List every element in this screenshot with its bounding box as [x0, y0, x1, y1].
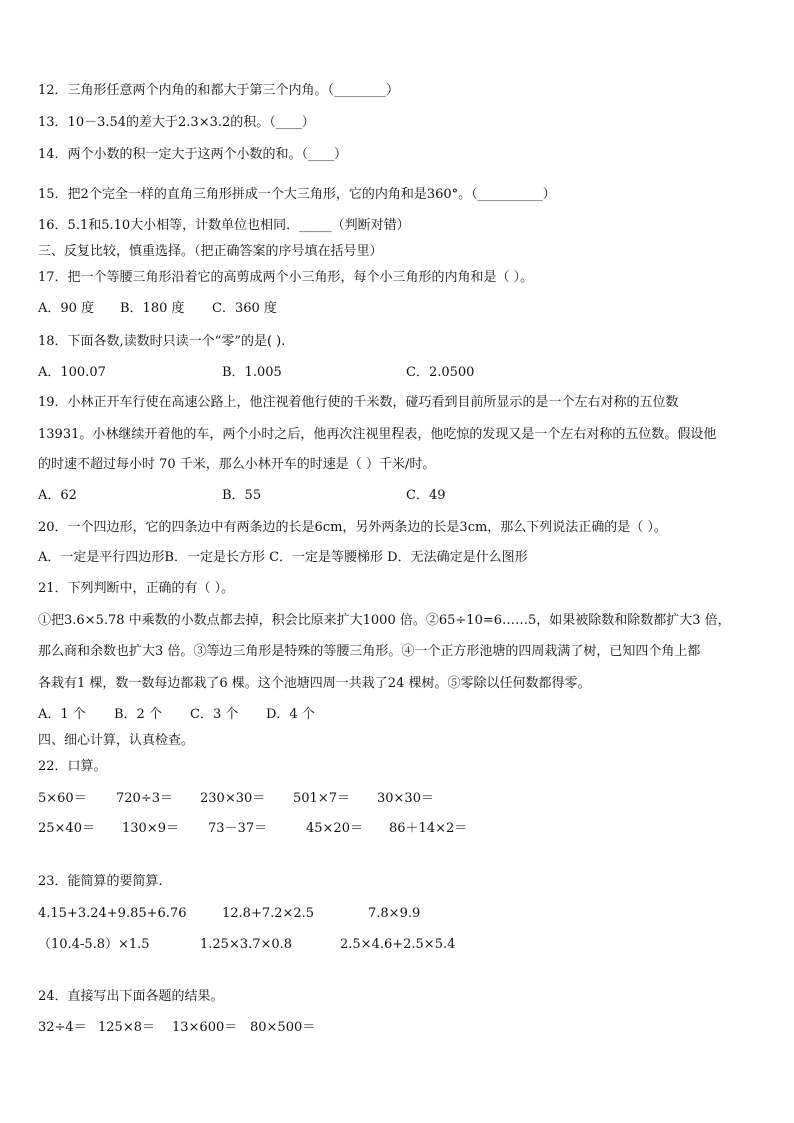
calc-item: 501×7＝	[293, 791, 350, 806]
option-c: C．3 个	[190, 707, 239, 722]
question-19-line-2: 13931。小林继续开着他的车，两个小时之后，他再次注视里程表，他吃惊的发现又是一个左右对称的五位数。假设他	[38, 427, 717, 442]
calc-item: 4.15+3.24+9.85+6.76	[38, 906, 187, 921]
option-c: C．360 度	[212, 301, 277, 316]
question-15: 15．把2个完全一样的直角三角形拼成一个大三角形，它的内角和是360°。（__________）	[38, 187, 556, 202]
option-b: B．55	[222, 488, 262, 503]
calc-item: 5×60＝	[38, 791, 87, 806]
question-20-stem: 20．一个四边形，它的四条边中有两条边的长是6cm，另外两条边的长是3cm，那么下列说法正确的是（ ）。	[38, 520, 667, 535]
question-21-line-2: 那么商和余数也扩大3 倍。③等边三角形是特殊的等腰三角形。④一个正方形池塘的四周栽满了树，已知四个角上都	[38, 644, 701, 659]
calc-item: （10.4-5.8）×1.5	[38, 937, 150, 952]
question-19-line-1: 19．小林正开车行使在高速公路上，他注视着他行使的千米数，碰巧看到目前所显示的是一个左右对称的五位数	[38, 395, 679, 410]
calc-item: 30×30＝	[377, 791, 434, 806]
calc-item: 130×9＝	[122, 821, 179, 836]
option-a: A．62	[38, 488, 77, 503]
calc-item: 73－37＝	[208, 821, 268, 836]
option-b: B．2 个	[114, 707, 162, 722]
calc-item: 25×40＝	[38, 821, 95, 836]
calc-item: 80×500＝	[250, 1020, 316, 1035]
calc-item: 7.8×9.9	[368, 906, 421, 921]
calc-item: 32÷4＝	[38, 1020, 87, 1035]
option-a: A．90 度	[38, 301, 95, 316]
question-19-line-3: 的时速不超过每小时 70 千米，那么小林开车的时速是（ ）千米/时。	[38, 457, 436, 472]
calc-item: 125×8＝	[98, 1020, 155, 1035]
option-c: C．2.0500	[406, 365, 475, 380]
question-13: 13．10－3.54的差大于2.3×3.2的积。（____）	[38, 115, 315, 130]
calc-item: 720÷3＝	[116, 791, 173, 806]
calc-item: 12.8+7.2×2.5	[222, 906, 315, 921]
question-21-stem: 21．下列判断中，正确的有（ ）。	[38, 581, 235, 596]
option-b: B．1.005	[222, 365, 282, 380]
section-4-heading: 四、细心计算，认真检查。	[38, 733, 195, 748]
question-21-line-3: 各栽有1 棵，数一数每边都栽了6 棵。这个池塘四周一共栽了24 棵树。⑤零除以任何数都得零。	[38, 676, 591, 691]
option-a: A．100.07	[38, 365, 106, 380]
question-24-title: 24．直接写出下面各题的结果。	[38, 989, 224, 1004]
question-17-stem: 17．把一个等腰三角形沿着它的高剪成两个小三角形，每个小三角形的内角和是（ ）。	[38, 270, 534, 285]
question-14: 14．两个小数的积一定大于这两个小数的和。（____）	[38, 147, 348, 162]
option-c: C．49	[406, 488, 446, 503]
option-a: A．1 个	[38, 707, 86, 722]
calc-item: 2.5×4.6+2.5×5.4	[340, 937, 456, 952]
section-3-heading: 三、反复比较，慎重选择。（把正确答案的序号填在括号里）	[38, 244, 383, 259]
question-20-options: A．一定是平行四边形B．一定是长方形 C．一定是等腰梯形 D．无法确定是什么图形	[38, 550, 528, 565]
question-23-title: 23．能简算的要简算.	[38, 874, 163, 889]
question-16: 16．5.1和5.10大小相等，计数单位也相同．_____（判断对错）	[38, 218, 410, 233]
option-d: D．4 个	[266, 707, 315, 722]
calc-item: 45×20＝	[306, 821, 363, 836]
question-18-stem: 18．下面各数,读数时只读一个“零”的是( ).	[38, 334, 286, 349]
calc-item: 13×600＝	[172, 1020, 238, 1035]
option-b: B．180 度	[120, 301, 185, 316]
calc-item: 1.25×3.7×0.8	[200, 937, 293, 952]
calc-item: 86＋14×2＝	[389, 821, 468, 836]
calc-item: 230×30＝	[200, 791, 266, 806]
question-12: 12．三角形任意两个内角的和都大于第三个内角。（________）	[38, 83, 400, 98]
question-22-title: 22．口算。	[38, 759, 107, 774]
question-21-line-1: ①把3.6×5.78 中乘数的小数点都去掉，积会比原来扩大1000 倍。②65÷10=6……5，如果被除数和除数都扩大3 倍，	[38, 613, 731, 628]
